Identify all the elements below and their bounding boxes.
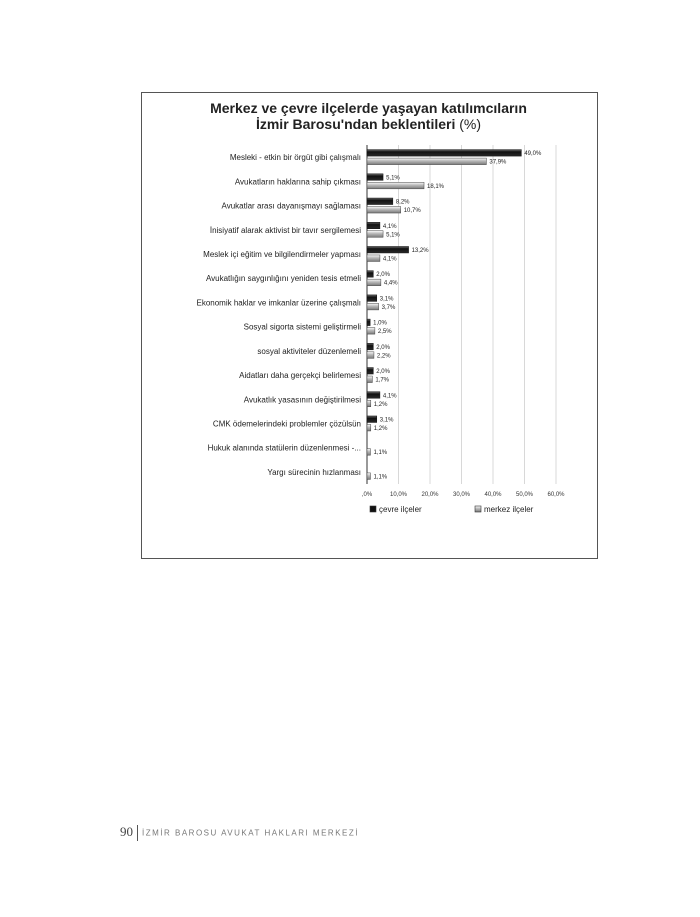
bar-cevre xyxy=(367,343,373,350)
bar-cevre xyxy=(367,222,380,229)
chart-title-line1: Merkez ve çevre ilçelerde yaşayan katılımcıların xyxy=(210,100,527,116)
data-label: 3,1% xyxy=(379,417,394,424)
data-label: 2,5% xyxy=(377,329,392,336)
x-tick-label: 20,0% xyxy=(421,492,439,498)
data-label: 4,1% xyxy=(382,256,397,263)
data-label: 49,0% xyxy=(524,151,542,158)
page-number: 90 xyxy=(120,824,133,839)
bar-cevre xyxy=(367,174,383,181)
x-tick-label: 40,0% xyxy=(484,492,502,498)
page-footer xyxy=(120,824,359,841)
chart-title-line2: İzmir Barosu'ndan beklentileri xyxy=(255,116,456,132)
bar-merkez xyxy=(367,352,374,359)
x-tick-label: 50,0% xyxy=(515,492,534,498)
data-label: 2,2% xyxy=(376,353,391,360)
data-label: 1,0% xyxy=(373,320,387,327)
bar-merkez xyxy=(367,424,371,431)
data-label: 2,0% xyxy=(376,272,390,279)
category-label: İnisiyatif alarak aktivist bir tavır sergilemesi xyxy=(209,225,361,235)
data-label: 1,2% xyxy=(373,401,388,408)
bar-merkez xyxy=(367,303,379,310)
x-tick-label: 10,0% xyxy=(389,492,408,498)
bar-merkez xyxy=(367,182,424,189)
data-label: 13,2% xyxy=(411,247,429,254)
category-label: sosyal aktiviteler düzenlemeli xyxy=(257,346,361,356)
data-label: 3,1% xyxy=(379,296,394,303)
legend-swatch-cevre xyxy=(370,506,376,512)
bar-cevre xyxy=(367,392,380,399)
data-label: 1,7% xyxy=(375,377,390,384)
data-label: 5,1% xyxy=(386,175,400,182)
bar-merkez xyxy=(367,328,375,335)
bar-cevre xyxy=(367,198,393,205)
bar-merkez xyxy=(367,207,401,214)
bar-merkez xyxy=(367,279,381,286)
data-label: 1,1% xyxy=(373,450,388,457)
category-label: Yargı sürecinin hızlanması xyxy=(267,467,361,477)
category-label: CMK ödemelerindeki problemler çözülsün xyxy=(212,419,361,429)
data-label: 2,0% xyxy=(376,344,390,351)
bar-merkez xyxy=(367,158,486,165)
category-label: Sosyal sigorta sistemi geliştirmeli xyxy=(243,322,361,332)
x-tick-label: ,0% xyxy=(361,492,373,498)
bar-cevre xyxy=(367,295,377,302)
category-label: Ekonomik haklar ve imkanlar üzerine çalışmalı xyxy=(196,298,361,308)
legend-swatch-merkez xyxy=(475,506,481,512)
data-label: 3,7% xyxy=(381,304,396,311)
legend-label: çevre ilçeler xyxy=(379,505,422,514)
bar-cevre xyxy=(367,271,373,278)
data-label: 18,1% xyxy=(427,183,445,190)
legend-label: merkez ilçeler xyxy=(484,505,534,514)
bar-merkez xyxy=(367,473,370,480)
bar-cevre xyxy=(367,319,370,326)
chart-title-suffix: (%) xyxy=(459,116,482,132)
data-label: 4,4% xyxy=(383,280,398,287)
category-label: Avukatlık yasasının değiştirilmesi xyxy=(243,395,361,405)
category-label: Avukatlığın saygınlığını yeniden tesis etmeli xyxy=(205,274,361,284)
data-label: 4,1% xyxy=(382,223,397,230)
bar-cevre xyxy=(367,416,377,423)
bar-merkez xyxy=(367,376,372,383)
bar-merkez xyxy=(367,449,370,456)
footer-text: İZMİR BAROSU AVUKAT HAKLARI MERKEZİ xyxy=(142,828,359,838)
x-tick-label: 30,0% xyxy=(452,492,471,498)
data-label: 1,1% xyxy=(373,474,388,481)
category-label: Avukatların haklarına sahip çıkması xyxy=(234,177,361,187)
category-label: Avukatlar arası dayanışmayı sağlaması xyxy=(221,201,361,211)
data-label: 10,7% xyxy=(403,208,421,215)
data-label: 37,9% xyxy=(489,159,507,166)
bar-merkez xyxy=(367,231,383,238)
footer-divider xyxy=(137,825,138,841)
bar-cevre xyxy=(367,368,373,375)
data-label: 8,2% xyxy=(395,199,410,206)
bar-merkez xyxy=(367,255,380,262)
category-label: Mesleki - etkin bir örgüt gibi çalışmalı xyxy=(229,153,361,163)
data-label: 1,2% xyxy=(373,425,388,432)
category-label: Aidatları daha gerçekçi belirlemesi xyxy=(239,371,361,381)
bar-merkez xyxy=(367,400,371,407)
bar-cevre xyxy=(367,246,409,253)
x-tick-label: 60,0% xyxy=(547,492,565,498)
data-label: 4,1% xyxy=(382,393,397,400)
data-label: 2,0% xyxy=(376,369,390,376)
data-label: 5,1% xyxy=(386,232,400,239)
category-label: Hukuk alanında statülerin düzenlenmesi -... xyxy=(207,443,361,453)
bar-cevre xyxy=(367,150,521,157)
category-label: Meslek içi eğitim ve bilgilendirmeler yapması xyxy=(203,249,361,259)
